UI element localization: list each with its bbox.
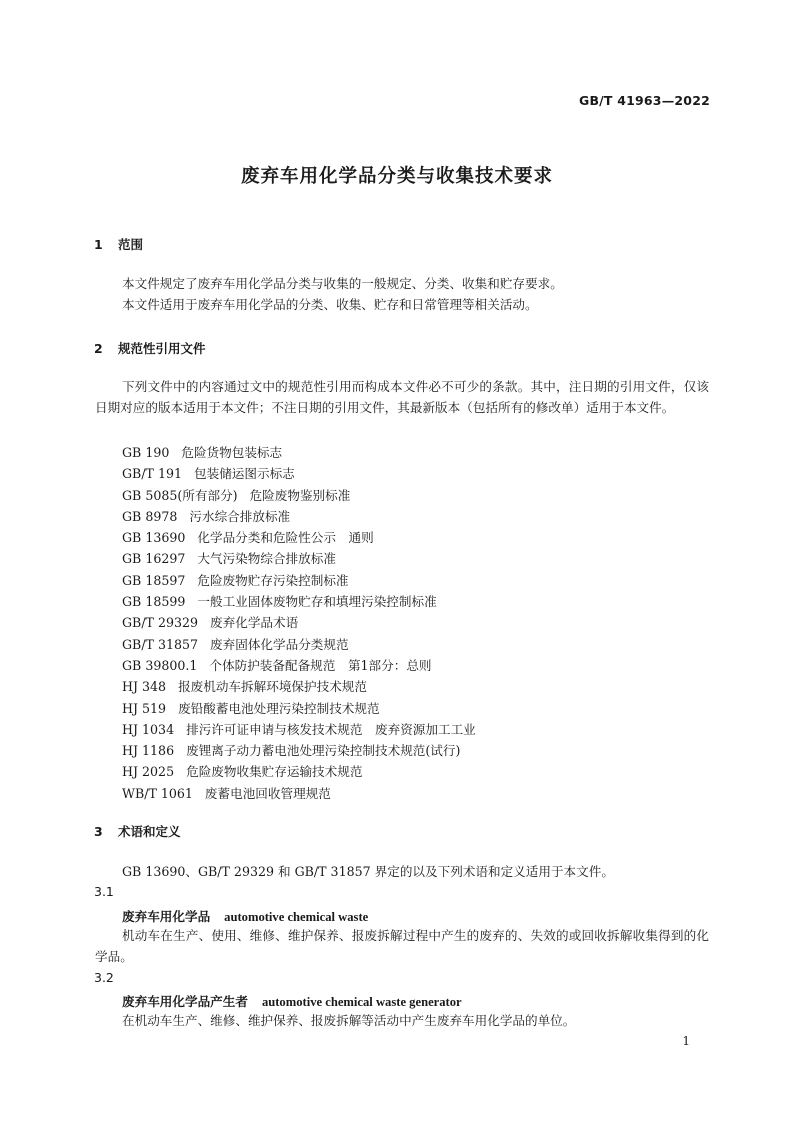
standard-code: GB/T 41963—2022 [578, 93, 710, 108]
reference-code: GB/T 31857 [122, 636, 199, 652]
reference-item [122, 463, 476, 484]
reference-item [122, 485, 476, 506]
reference-code: GB 39800.1 [122, 657, 198, 673]
reference-item [122, 740, 476, 761]
section-number: 2 [94, 341, 103, 356]
terms-intro: GB 13690、GB/T 29329 和 GB/T 31857 界定的以及下列术语和定义适用于本文件。 [122, 864, 614, 879]
term-entry [122, 906, 368, 925]
reference-code: GB 5085(所有部分) [122, 487, 238, 503]
page-number: 1 [682, 1034, 690, 1048]
reference-item [122, 612, 476, 633]
term-number: 3.2 [94, 970, 114, 985]
reference-item [122, 761, 476, 782]
scope-paragraph-2: 本文件适用于废弃车用化学品的分类、收集、贮存和日常管理等相关活动。 [122, 297, 538, 312]
section-2-heading [94, 339, 206, 357]
reference-item [122, 591, 476, 612]
reference-name: 危险货物包装标志 [181, 445, 283, 460]
reference-code: HJ 1034 [122, 721, 175, 737]
term-english: automotive chemical waste [224, 910, 369, 924]
reference-name: 废弃固体化学品分类规范 [210, 636, 349, 652]
term-english: automotive chemical waste generator [261, 995, 462, 1009]
scope-paragraph-1: 本文件规定了废弃车用化学品分类与收集的一般规定、分类、收集和贮存要求。 [122, 276, 563, 291]
reference-code: GB 18597 [122, 572, 186, 588]
reference-item [122, 719, 476, 740]
reference-item [122, 634, 476, 655]
reference-item [122, 783, 476, 804]
reference-name: 污水综合排放标准 [189, 508, 291, 524]
reference-code: GB 18599 [122, 594, 186, 610]
reference-code: GB 190 [122, 445, 170, 460]
reference-item [122, 698, 476, 719]
section-title: 术语和定义 [118, 824, 181, 839]
reference-code: GB/T 191 [122, 466, 182, 482]
reference-name: 危险废物鉴别标准 [249, 487, 351, 503]
reference-code: HJ 348 [122, 679, 167, 695]
section-title: 范围 [118, 237, 144, 252]
reference-item [122, 442, 476, 463]
reference-code: GB 8978 [122, 508, 178, 524]
reference-code: HJ 519 [122, 700, 167, 716]
reference-item [122, 570, 476, 591]
reference-item [122, 506, 476, 527]
document-title: 废弃车用化学品分类与收集技术要求 [240, 166, 553, 187]
reference-code: GB/T 29329 [122, 615, 199, 631]
reference-name: 废铅酸蓄电池处理污染控制技术规范 [178, 700, 380, 716]
reference-name: 化学品分类和危险性公示 通则 [197, 530, 374, 546]
term-chinese: 废弃车用化学品产生者 [122, 994, 248, 1009]
reference-code: HJ 1186 [122, 743, 175, 759]
reference-name: 废锂离子动力蓄电池处理污染控制技术规范(试行) [186, 743, 461, 759]
reference-code: GB 16297 [122, 551, 186, 567]
section-title: 规范性引用文件 [118, 341, 206, 356]
term-entry [122, 991, 462, 1010]
reference-name: 个体防护装备配备规范 第1部分：总则 [209, 657, 432, 673]
reference-name: 危险废物贮存污染控制标准 [197, 572, 349, 588]
reference-item [122, 676, 476, 697]
reference-name: 危险废物收集贮存运输技术规范 [186, 764, 363, 780]
reference-name: 一般工业固体废物贮存和填埋污染控制标准 [197, 594, 437, 610]
section-1-heading [94, 235, 143, 253]
reference-name: 废弃化学品术语 [210, 615, 299, 631]
reference-code: HJ 2025 [122, 764, 175, 780]
reference-name: 大气污染物综合排放标准 [197, 551, 336, 567]
reference-item [122, 527, 476, 548]
reference-code: WB/T 1061 [122, 785, 193, 801]
reference-name: 包装储运图示标志 [194, 466, 295, 482]
normative-references-list [122, 442, 476, 804]
reference-item [122, 655, 476, 676]
reference-name: 报废机动车拆解环境保护技术规范 [178, 679, 367, 695]
section-3-heading [94, 822, 181, 840]
term-number: 3.1 [94, 884, 114, 899]
reference-name: 废蓄电池回收管理规范 [204, 785, 331, 801]
term-chinese: 废弃车用化学品 [122, 909, 211, 924]
reference-code: GB 13690 [122, 530, 186, 546]
references-intro: 下列文件中的内容通过文中的规范性引用而构成本文件必不可少的条款。其中，注日期的引用文件，仅该日期对应的版本适用于本文件；不注日期的引用文件，其最新版本（包括所有的修改单）适用于本文件。 [95, 379, 709, 415]
term-definition: 在机动车生产、维修、维护保养、报废拆解等活动中产生废弃车用化学品的单位。 [122, 1013, 576, 1028]
reference-name: 排污许可证申请与核发技术规范 废弃资源加工工业 [186, 721, 476, 737]
reference-item [122, 548, 476, 569]
section-number: 3 [94, 824, 103, 839]
section-number: 1 [94, 237, 103, 252]
term-definition: 机动车在生产、使用、维修、维护保养、报废拆解过程中产生的废弃的、失效的或回收拆解收集得到的化学品。 [95, 928, 709, 964]
